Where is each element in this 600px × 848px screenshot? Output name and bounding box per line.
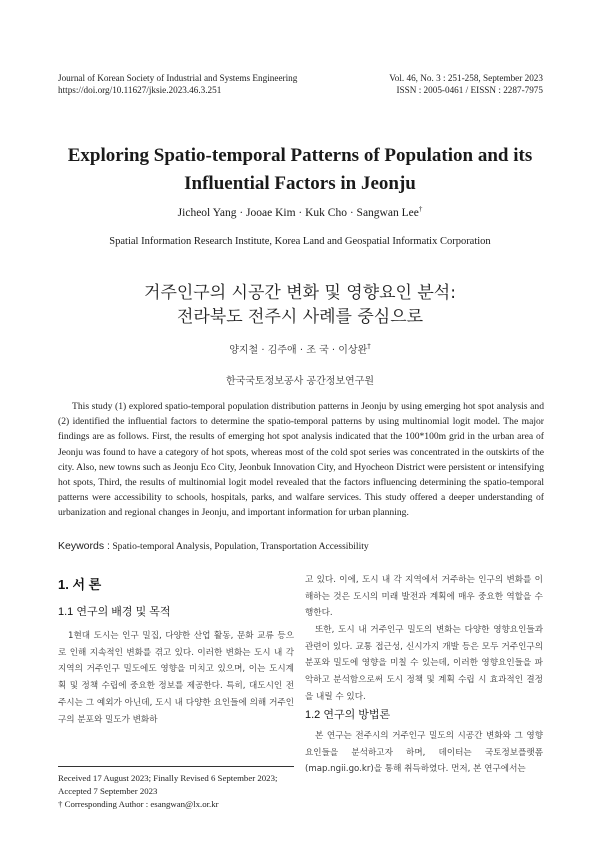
title-en-line1: Exploring Spatio-temporal Patterns of Population and its <box>67 145 533 166</box>
authors-ko <box>40 341 560 356</box>
title-en-line2: Influential Factors in Jeonju <box>184 173 416 194</box>
col2-paragraph-3: 본 연구는 전주시의 거주인구 밀도의 시공간 변화와 그 영향요인들을 분석하고자 하며, 데이터는 국토정보플랫폼(map.ngii.go.kr)을 통해 취득하였다. 먼저, 본 연구에서는 <box>305 731 543 775</box>
affiliation-en: Spatial Information Research Institute, Korea Land and Geospatial Informatix Corporation <box>109 236 491 247</box>
keywords-label: Keywords : <box>58 540 110 552</box>
paper-title-en <box>40 142 560 198</box>
issn-info: ISSN : 2005-0461 / EISSN : 2287-7975 <box>396 85 543 95</box>
footnote-email[interactable]: Corresponding Author : esangwan@lx.or.kr <box>64 799 219 809</box>
title-ko-line1: 거주인구의 시공간 변화 및 영향요인 분석: <box>144 283 456 303</box>
footnote-corresponding <box>58 798 294 811</box>
intro-paragraph: 1현대 도시는 인구 밀집, 다양한 산업 활동, 문화 교류 등으로 인해 지속적인 변화를 겪고 있다. 이러한 변화는 도시 내 각 지역의 거주인구 밀도에도 영향을 미치고 있으며, 이는 도시계획 및 정책 수립에 중요한 정보를 제공한다. 특히, 대도시인 전주시는 그 예외가 아닌데, 도시 내 다양한 요인들에 의해 거주인구의 분포와 밀도가 변화하 <box>58 631 294 725</box>
affiliation-ko: 한국국토정보공사 공간정보연구원 <box>225 376 375 387</box>
footnote-divider <box>58 766 294 767</box>
footnote-dagger: † <box>58 799 63 809</box>
col2-paragraph-2: 또한, 도시 내 거주인구 밀도의 변화는 다양한 영향요인들과 관련이 있다. 교통 접근성, 신시가지 개발 등은 모두 거주인구의 분포와 밀도에 영향을 미칠 수 있는데, 이러한 영향요인들을 파악하고 분석함으로써 도시 정책 및 계획 수립 시 효과적인 결정을 내릴 수 있다. <box>305 625 543 702</box>
volume-info: Vol. 46, No. 3 : 251-258, September 2023 <box>389 73 543 83</box>
corresponding-mark-en: † <box>418 205 423 213</box>
journal-name: Journal of Korean Society of Industrial and Systems Engineering <box>58 73 298 83</box>
keywords-list: Spatio-temporal Analysis, Population, Transportation Accessibility <box>112 541 369 552</box>
footnote-received: Received 17 August 2023; Finally Revised 6 September 2023; Accepted 7 September 2023 <box>58 773 278 796</box>
subsection-heading-background: 1.1 연구의 배경 및 목적 <box>58 606 171 618</box>
keywords-line <box>58 540 544 552</box>
title-ko-line2: 전라북도 전주시 사례를 중심으로 <box>176 307 424 327</box>
section-heading-intro: 1. 서 론 <box>58 577 102 592</box>
doi-link[interactable]: https://doi.org/10.11627/jksie.2023.46.3.251 <box>58 85 222 95</box>
authors-en <box>40 205 560 219</box>
paper-title-ko <box>40 281 560 329</box>
authors-ko-names: 양지철 · 김주애 · 조 국 · 이상완 <box>229 345 368 356</box>
corresponding-mark-ko: † <box>367 342 371 351</box>
col2-paragraph-1: 고 있다. 이에, 도시 내 각 지역에서 거주하는 인구의 변화를 이해하는 것은 도시의 미래 발전과 계획에 매우 중요한 역할을 수행한다. <box>305 575 543 619</box>
authors-en-names: Jicheol Yang · Jooae Kim · Kuk Cho · Sangwan Lee <box>177 206 419 219</box>
subsection-heading-method: 1.2 연구의 방법론 <box>305 709 391 721</box>
abstract: This study (1) explored spatio-temporal population distribution patterns in Jeonju by using emerging hot spot analysis and (2) identified the influential factors to determine the spatio-temporal patterns by using multinomial logit model. The major findings are as follows. First, the results of emerging hot spot analysis indicated that the 100*100m grid in the urban area of Jeonju was found to have a category of hot spots, whereas most of the cold spot series was concentrated in the outskirts of the city. Also, new towns such as Jeonju Eco City, Jeonbuk Innovation City, and Hyocheon District were persistent or intensifying hot spots, Third, the results of multinomial logit model revealed that the factors influencing determining the spatio-temporal patterns were accessibility to schools, hospitals, parks, and walfare services. This study offered a deeper understanding of urbanization and regional changes in Jeonju, and important information for urban planning. <box>58 401 544 519</box>
